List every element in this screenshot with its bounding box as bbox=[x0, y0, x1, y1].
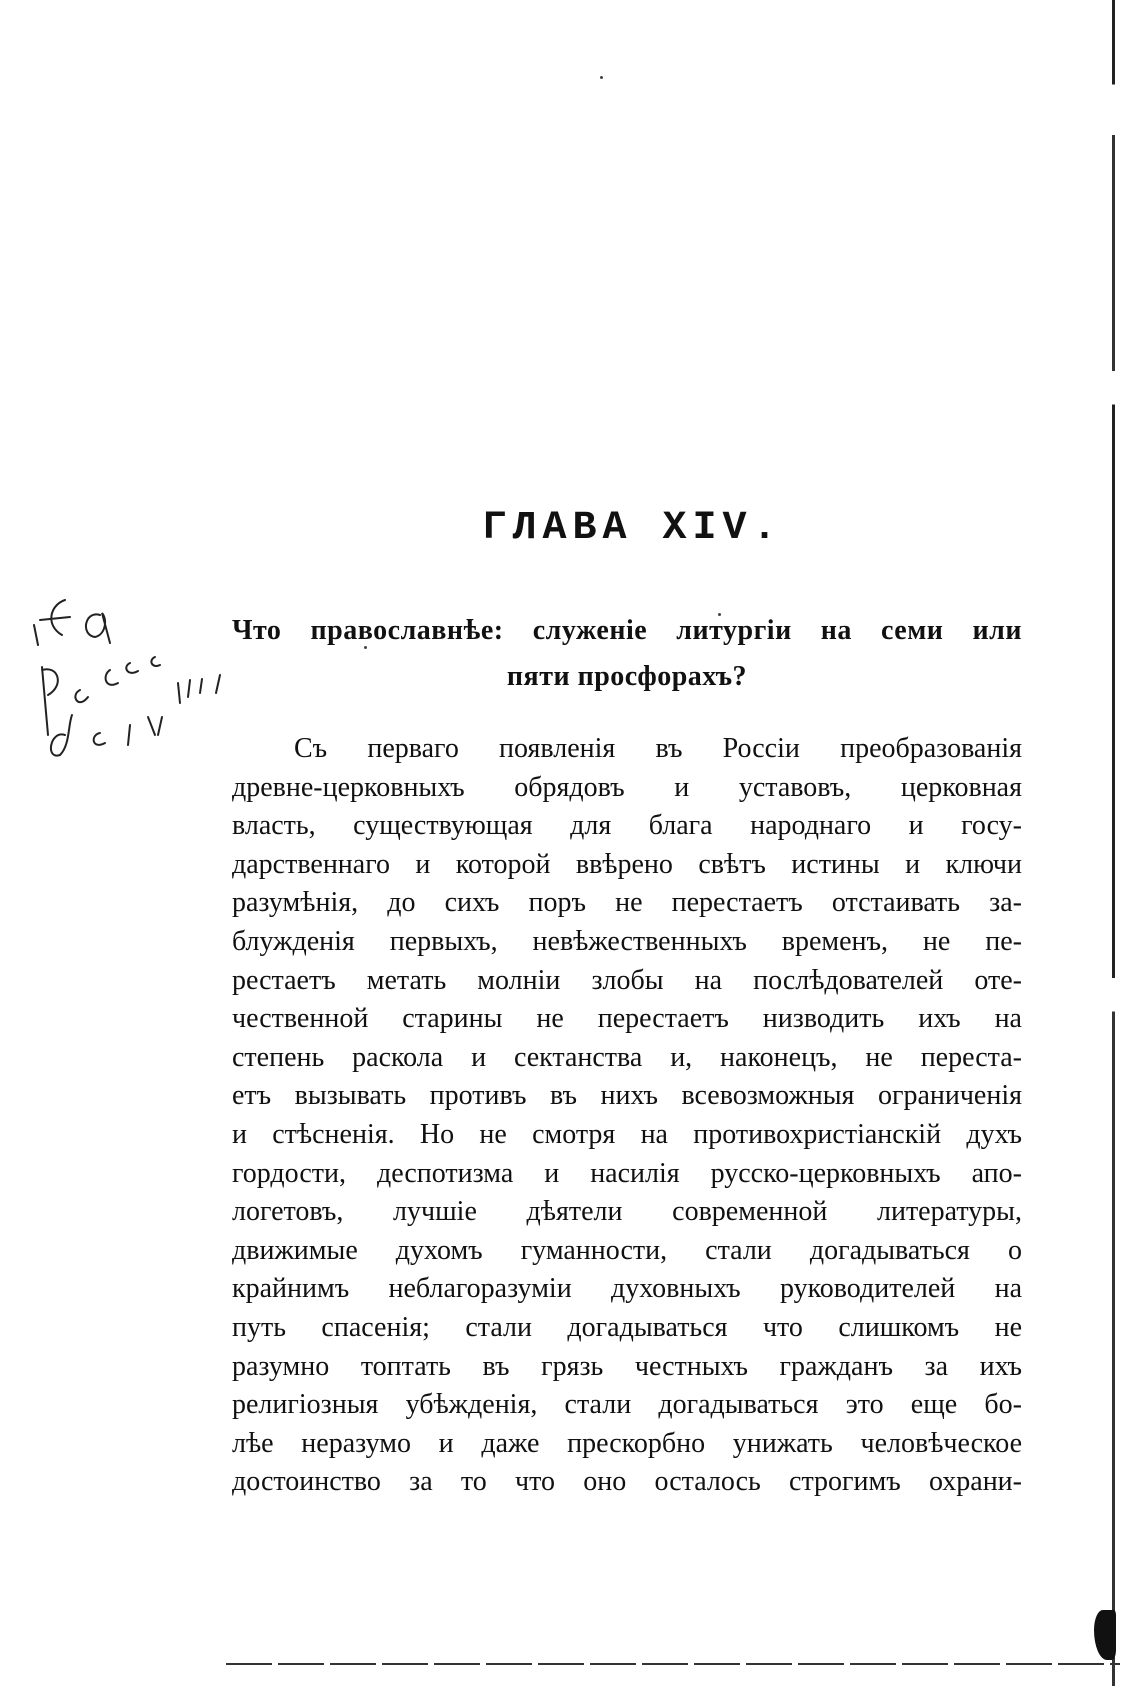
ink-blot bbox=[1094, 1610, 1116, 1660]
body-line: чественной старины не перестаетъ низводить ихъ на bbox=[232, 1003, 1022, 1035]
body-line: разумно топтать въ грязь честныхъ гражданъ за ихъ bbox=[232, 1350, 1022, 1382]
body-line: Съ перваго появленія въ Россіи преобразованія bbox=[294, 733, 1022, 764]
body-line: степень раскола и сектанства и, наконецъ, не переста- bbox=[232, 1041, 1022, 1073]
chapter-heading bbox=[232, 608, 1022, 700]
body-line: путь спасенія; стали догадываться что слишкомъ не bbox=[232, 1311, 1022, 1343]
body-line: крайнимъ неблагоразуміи духовныхъ руководителей на bbox=[232, 1273, 1022, 1305]
body-text bbox=[232, 730, 1022, 1502]
speck bbox=[600, 76, 603, 79]
body-line: гордости, деспотизма и насилія русско-церковныхъ апо- bbox=[232, 1157, 1022, 1189]
body-line: власть, существующая для блага народнаго и госу- bbox=[232, 810, 1022, 842]
handwritten-margin-note bbox=[30, 585, 230, 825]
body-line: блужденія первыхъ, невѣжественныхъ временъ, не пе- bbox=[232, 925, 1022, 957]
body-line: етъ вызывать противъ въ нихъ всевозможныя ограниченія bbox=[232, 1080, 1022, 1112]
body-line: разумѣнія, до сихъ поръ не перестаетъ отстаивать за- bbox=[232, 887, 1022, 919]
heading-line: пяти просфорахъ? bbox=[506, 661, 748, 692]
body-line: рестаетъ метать молніи злобы на послѣдователей оте- bbox=[232, 964, 1022, 996]
body-line: древне-церковныхъ обрядовъ и уставовъ, церковная bbox=[232, 771, 1022, 803]
bottom-rule bbox=[226, 1663, 1120, 1665]
body-line: дарственнаго и которой ввѣрено свѣтъ истины и ключи bbox=[232, 848, 1022, 880]
page-edge-line bbox=[1112, 0, 1115, 1686]
body-line: лѣе неразумо и даже прескорбно унижать человѣческое bbox=[232, 1427, 1022, 1459]
body-line: достоинство за то что оно осталось строгимъ охрани- bbox=[232, 1466, 1022, 1498]
body-line: логетовъ, лучшіе дѣятели современной литературы, bbox=[232, 1196, 1022, 1228]
body-line: религіозныя убѣжденія, стали догадываться это еще бо- bbox=[232, 1389, 1022, 1421]
body-line: и стѣсненія. Но не смотря на противохристіанскій духъ bbox=[232, 1118, 1022, 1150]
heading-line: Что православнѣе: служеніе литургіи на семи или bbox=[232, 615, 1022, 646]
chapter-title: ГЛАВА XIV. bbox=[482, 506, 783, 551]
body-line: движимые духомъ гуманности, стали догадываться о bbox=[232, 1234, 1022, 1266]
